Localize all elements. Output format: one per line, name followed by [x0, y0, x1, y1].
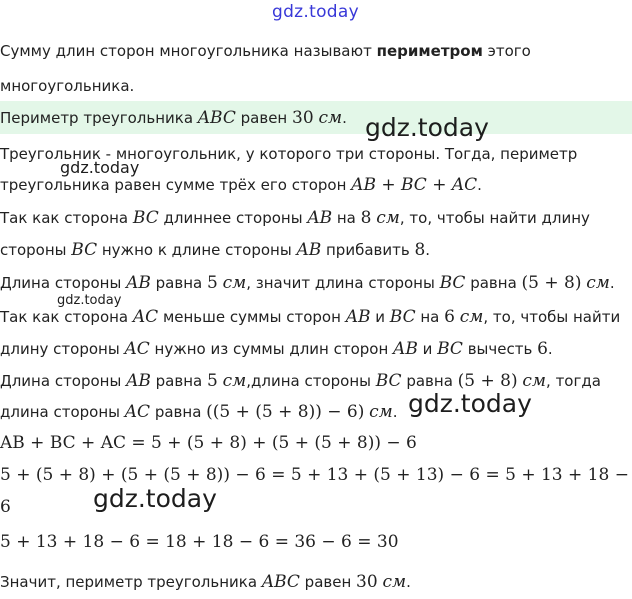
solution-line-2 [0, 174, 482, 196]
math-number: 6 [444, 307, 455, 327]
unit: см [586, 273, 610, 293]
math-ab: AB [126, 273, 151, 293]
text: равна [401, 372, 458, 390]
math-ab: AB [307, 208, 333, 228]
math-number: 5 [206, 371, 218, 391]
text: длина стороны [0, 403, 125, 421]
text: меньше суммы сторон [158, 308, 346, 326]
math-number: 6 [537, 339, 548, 359]
unit: см [369, 402, 393, 422]
text: . [609, 274, 615, 292]
watermark-top: gdz.today [272, 2, 359, 22]
math-bc: BC [389, 307, 416, 327]
math-expression: ((5 + (5 + 8)) − 6) [206, 402, 365, 422]
text: длиннее стороны [158, 209, 308, 227]
math-ab: AB [393, 339, 418, 359]
text: Периметр треугольника [0, 109, 198, 127]
text: Так как сторона [0, 308, 133, 326]
text: нужно к длине стороны [97, 241, 297, 259]
definition-line-2: многоугольника. [0, 77, 135, 95]
text: равен [235, 109, 293, 127]
equation-1: AB + BC + AC = 5 + (5 + 8) + (5 + (5 + 8)) − 6 [0, 433, 417, 453]
term-perimeter: периметром [376, 42, 483, 60]
math-bc: BC [375, 371, 402, 391]
text: , тогда [546, 372, 601, 390]
text: равен [299, 573, 357, 591]
solution-line-4 [0, 239, 430, 261]
text: . [547, 340, 553, 358]
text: Сумму длин сторон многоугольника называют [0, 42, 377, 60]
text: равна [465, 274, 522, 292]
text: длину стороны [0, 340, 125, 358]
conclusion [0, 571, 411, 593]
watermark: gdz.today [57, 293, 122, 308]
text: , то, чтобы найти длину [399, 209, 590, 227]
math-bc: BC [437, 339, 463, 359]
solution-line-3 [0, 207, 590, 229]
highlight-statement [0, 107, 347, 129]
text: нужно из суммы длин сторон [149, 340, 394, 358]
equation-2: 5 + (5 + 8) + (5 + (5 + 8)) − 6 = 5 + 13 + (5 + 13) − 6 = 5 + 13 + 18 − [0, 465, 629, 485]
text: на [332, 209, 361, 227]
text: равна [150, 372, 207, 390]
text: Длина стороны [0, 372, 127, 390]
unit: см [318, 108, 343, 128]
math-number: 5 [206, 273, 218, 293]
unit: см [222, 371, 247, 391]
math-ab: AB [345, 307, 371, 327]
text: . [392, 403, 398, 421]
unit: см [459, 307, 484, 327]
text: . [406, 573, 411, 591]
text: . [425, 241, 431, 259]
text: стороны [0, 241, 72, 259]
text: и [417, 340, 438, 358]
text: вычесть [462, 340, 538, 358]
text: ,длина стороны [246, 372, 376, 390]
math-number: 8 [360, 208, 372, 228]
solution-line-6 [0, 306, 620, 328]
math-ac: AC [132, 307, 159, 327]
text: равна [150, 403, 207, 421]
solution-line-5 [0, 272, 615, 294]
math-bc: BC [71, 240, 98, 260]
math-ab: AB [296, 240, 322, 260]
text: , значит длина стороны [246, 274, 440, 292]
equation-2-continuation: 6 [0, 497, 11, 517]
text: прибавить [321, 241, 415, 259]
text: треугольника равен сумме трёх его сторон [0, 176, 352, 194]
math-sum: AB + BC + AC [351, 175, 478, 195]
unit: см [382, 572, 407, 592]
text: на [415, 308, 445, 326]
math-number: 8 [414, 240, 426, 260]
math-bc: BC [439, 273, 466, 293]
watermark: gdz.today [93, 484, 217, 513]
solution-line-7 [0, 338, 553, 360]
math-number: 30 [292, 108, 314, 128]
unit: см [376, 208, 400, 228]
text: . [342, 109, 347, 127]
text: , то, чтобы найти [483, 308, 621, 326]
equation-3: 5 + 13 + 18 − 6 = 18 + 18 − 6 = 36 − 6 = 30 [0, 532, 399, 552]
text: равна [150, 274, 207, 292]
watermark: gdz.today [365, 113, 489, 142]
definition-line-1 [0, 40, 531, 62]
watermark: gdz.today [60, 158, 140, 177]
math-ac: AC [124, 402, 151, 422]
unit: см [522, 371, 547, 391]
math-abc: ABC [197, 108, 236, 128]
text: Так как сторона [0, 209, 133, 227]
math-bc: BC [132, 208, 159, 228]
math-abc: ABC [261, 572, 300, 592]
solution-line-1: Треугольник - многоугольник, у которого три стороны. Тогда, периметр [0, 145, 578, 163]
text: . [477, 176, 482, 194]
text: этого [482, 42, 531, 60]
math-expression: (5 + 8) [521, 273, 582, 293]
math-ab: AB [126, 371, 151, 391]
unit: см [222, 273, 247, 293]
text: Значит, периметр треугольника [0, 573, 262, 591]
watermark: gdz.today [408, 389, 532, 418]
math-ac: AC [124, 339, 150, 359]
math-number: 30 [356, 572, 378, 592]
text: Длина стороны [0, 274, 127, 292]
text: и [370, 308, 390, 326]
solution-line-9 [0, 401, 398, 423]
math-expression: (5 + 8) [457, 371, 518, 391]
